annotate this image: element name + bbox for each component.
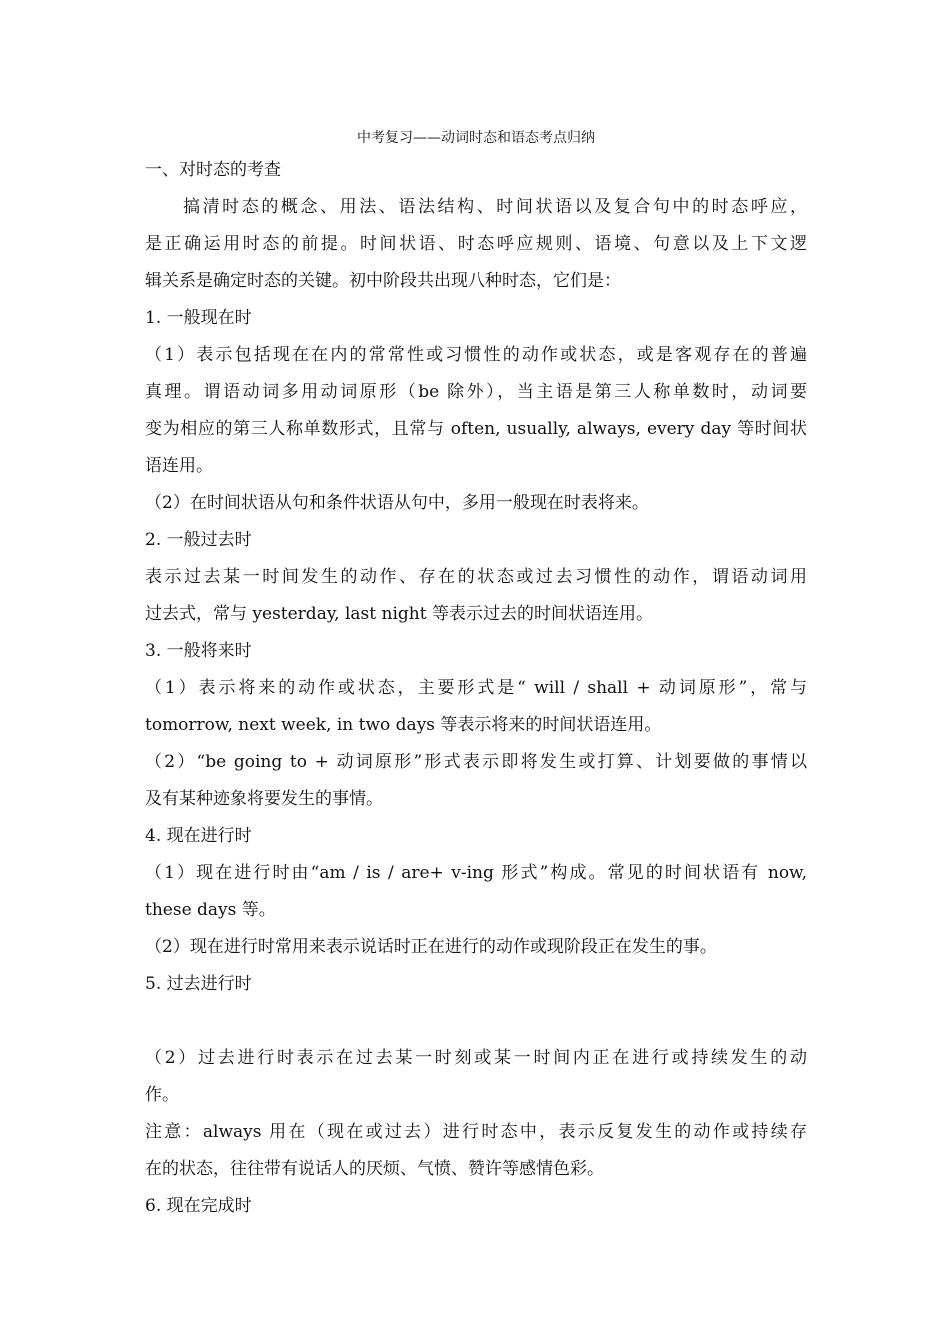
paragraph-line: （1）表示将来的动作或状态，主要形式是“ will / shall + 动词原形”，常与: [145, 678, 807, 698]
section-heading-tense-check: 一、对时态的考查: [145, 160, 281, 180]
paragraph-line: （2）过去进行时表示在过去某一时刻或某一时间内正在进行或持续发生的动: [145, 1048, 807, 1068]
note-line: 注意：always 用在（现在或过去）进行时态中，表示反复发生的动作或持续存: [145, 1122, 807, 1142]
intro-paragraph-line: 是正确运用时态的前提。时间状语、时态呼应规则、语境、句意以及上下文逻: [145, 234, 807, 254]
paragraph-line: 变为相应的第三人称单数形式，且常与 often, usually, always, every day 等时间状: [145, 419, 807, 439]
paragraph-line: （1）现在进行时由“am / is / are+ v-ing 形式”构成。常见的时间状语有 now,: [145, 863, 807, 883]
blank-line: [145, 1003, 807, 1040]
note-line: 在的状态，往往带有说话人的厌烦、气愤、赞许等感情色彩。: [145, 1159, 604, 1179]
tense-heading-present-perfect: 6. 现在完成时: [145, 1196, 252, 1216]
intro-paragraph-line: 搞清时态的概念、用法、语法结构、时间状语以及复合句中的时态呼应，: [183, 197, 807, 217]
paragraph-line: 语连用。: [145, 456, 213, 476]
document-title: 中考复习——动词时态和语态考点归纳: [357, 130, 595, 146]
paragraph-line: 表示过去某一时间发生的动作、存在的状态或过去习惯性的动作，谓语动词用: [145, 567, 807, 587]
paragraph-line: these days 等。: [145, 900, 276, 920]
paragraph-line: tomorrow, next week, in two days 等表示将来的时间状语连用。: [145, 715, 662, 735]
tense-heading-present-continuous: 4. 现在进行时: [145, 826, 252, 846]
paragraph-line: （2）“be going to + 动词原形”形式表示即将发生或打算、计划要做的事情以: [145, 752, 807, 772]
document-body: [145, 124, 807, 1225]
paragraph-line: 真理。谓语动词多用动词原形（be 除外），当主语是第三人称单数时，动词要: [145, 382, 807, 402]
paragraph-line: （2）现在进行时常用来表示说话时正在进行的动作或现阶段正在发生的事。: [145, 937, 717, 957]
paragraph-line: （2）在时间状语从句和条件状语从句中，多用一般现在时表将来。: [145, 493, 649, 513]
tense-heading-simple-future: 3. 一般将来时: [145, 641, 252, 661]
tense-heading-simple-past: 2. 一般过去时: [145, 530, 252, 550]
paragraph-line: （1）表示包括现在在内的常常性或习惯性的动作或状态，或是客观存在的普遍: [145, 345, 807, 365]
tense-heading-simple-present: 1. 一般现在时: [145, 308, 252, 328]
tense-heading-past-continuous: 5. 过去进行时: [145, 974, 252, 994]
intro-paragraph-line: 辑关系是确定时态的关键。初中阶段共出现八种时态，它们是：: [145, 271, 621, 291]
paragraph-line: 过去式，常与 yesterday, last night 等表示过去的时间状语连用。: [145, 604, 653, 624]
paragraph-line: 作。: [145, 1085, 179, 1105]
paragraph-line: 及有某种迹象将要发生的事情。: [145, 789, 383, 809]
